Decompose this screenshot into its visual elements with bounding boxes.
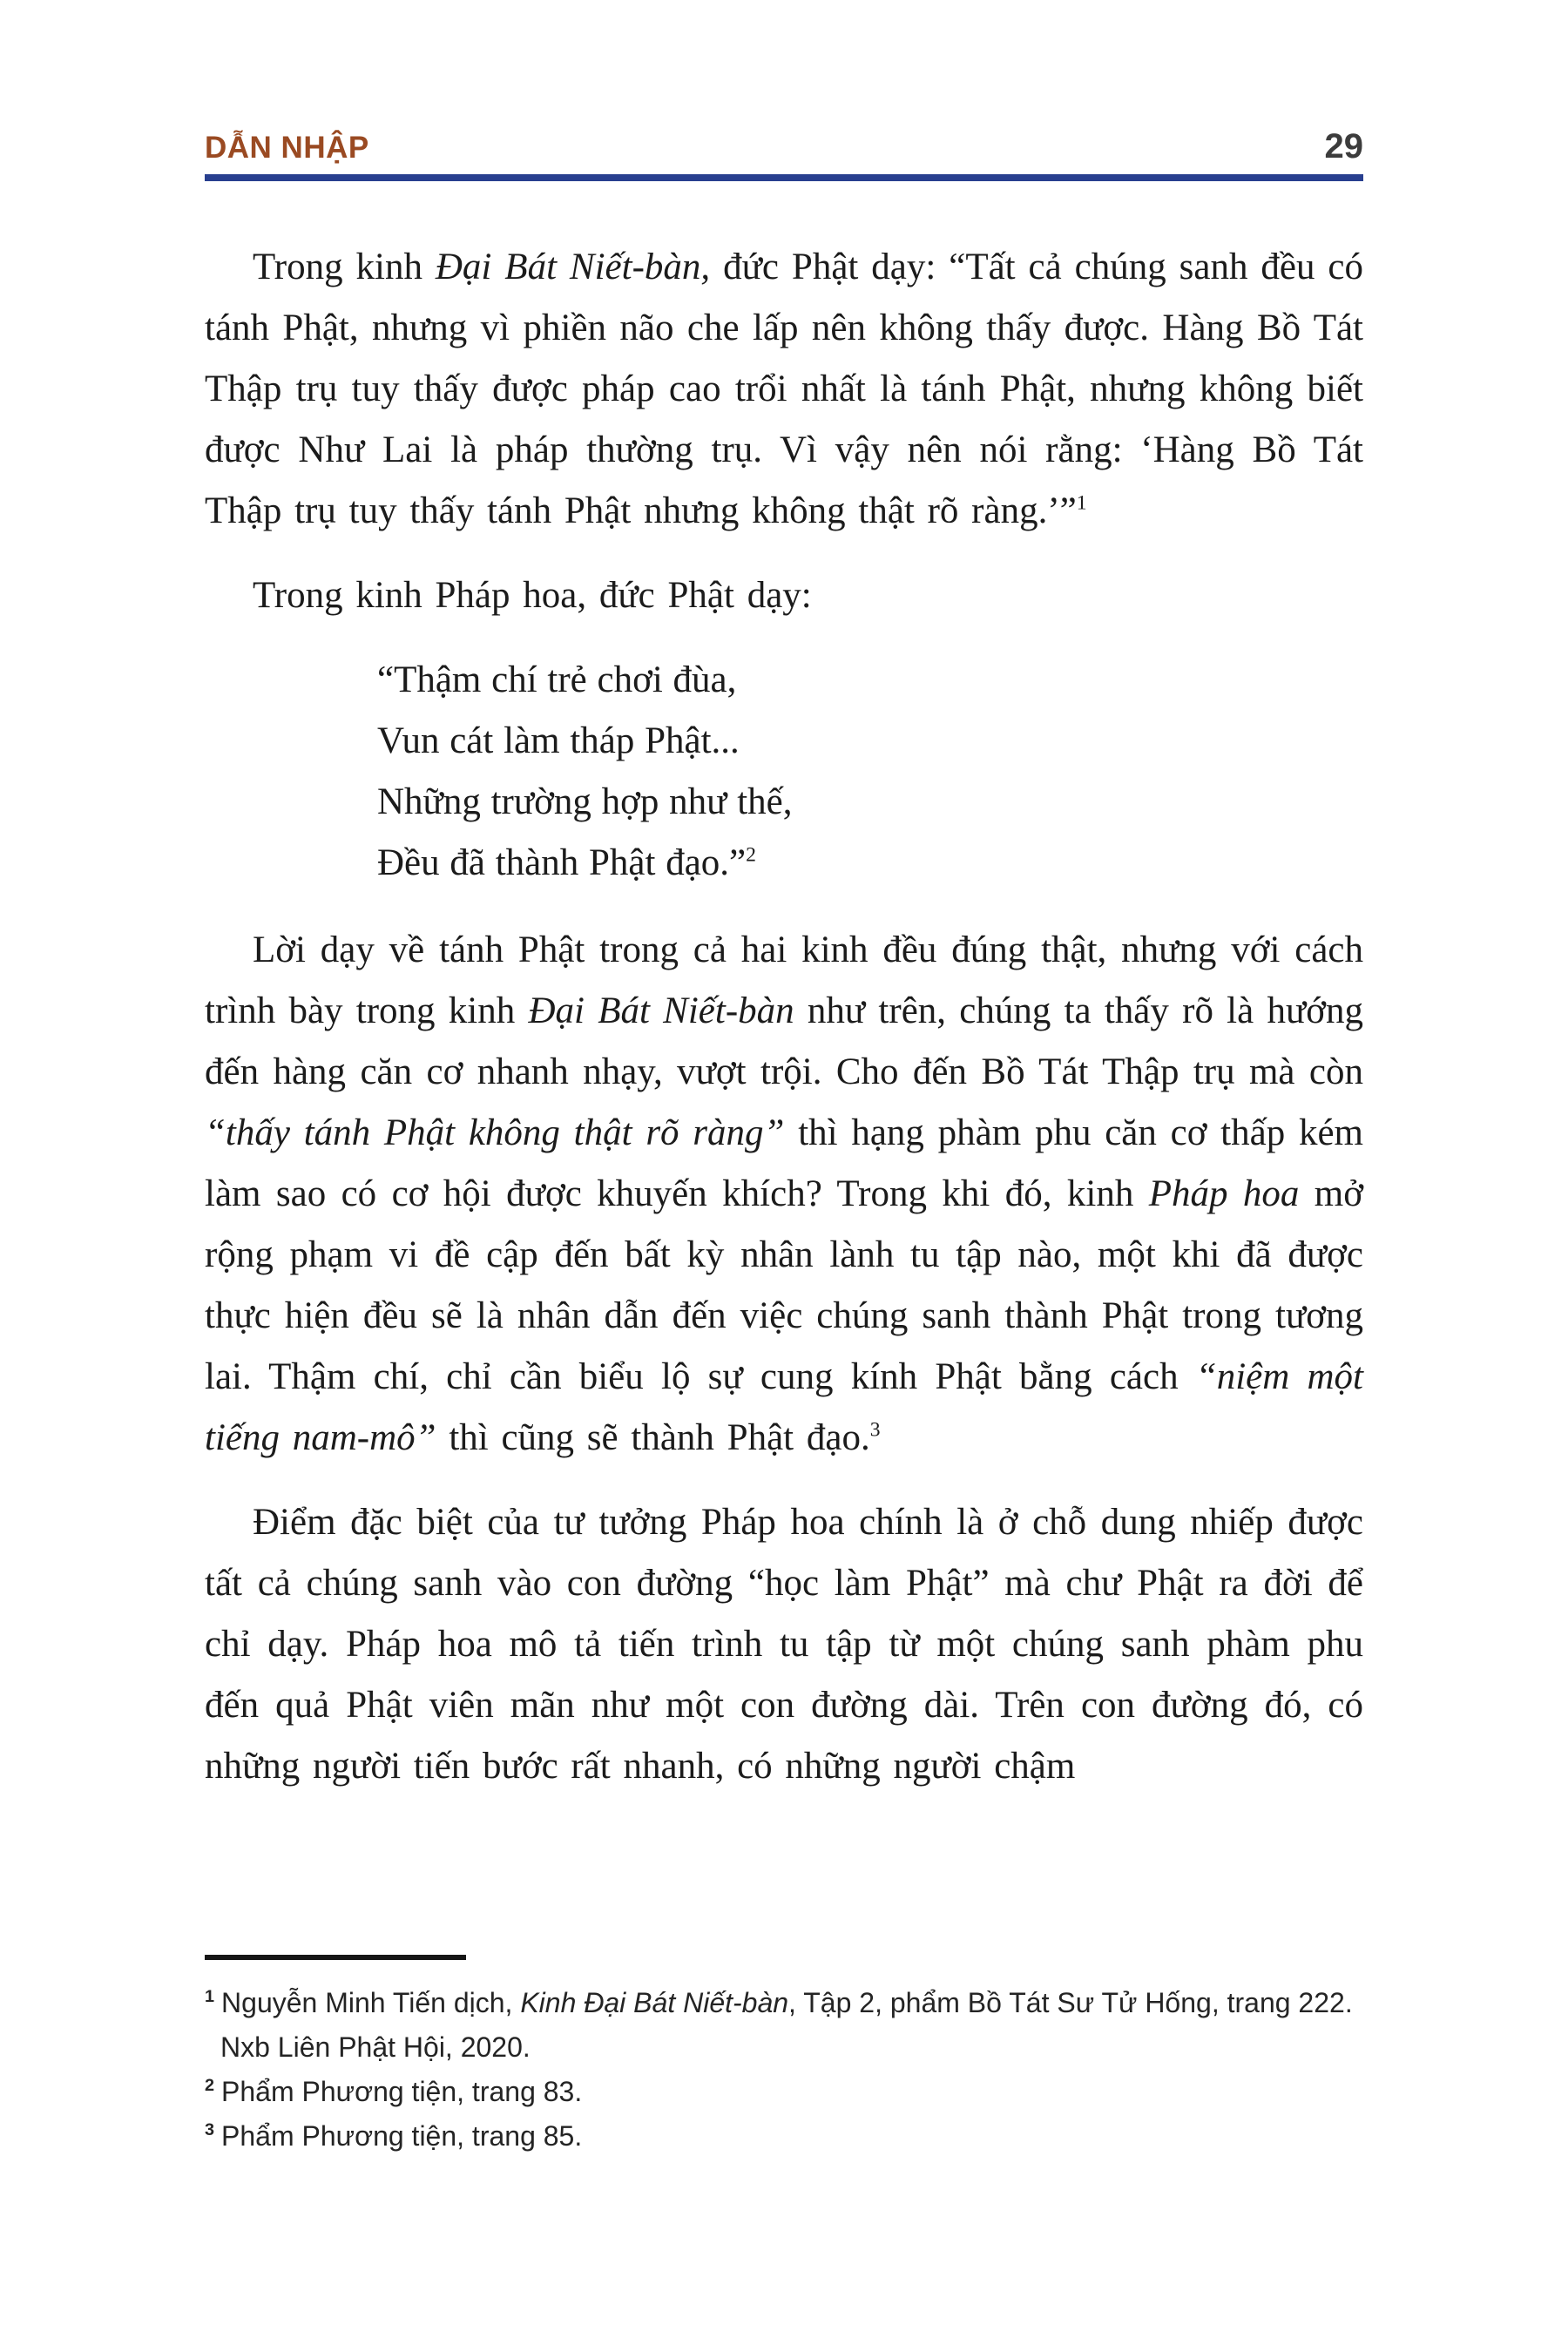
footnote-reference: 3 (869, 1418, 881, 1442)
text-run: Vun cát làm tháp Phật... (377, 720, 740, 761)
text-run: thì cũng sẽ thành Phật đạo. (436, 1417, 870, 1458)
paragraph (205, 1492, 1363, 1797)
italic-text: Pháp hoa (1148, 1173, 1300, 1214)
text-run: Những trường hợp như thế, (377, 781, 793, 822)
italic-text: Đại Bát Niết-bàn (528, 990, 794, 1031)
text-run: thì hạng phàm phu căn cơ thấp kém làm sao có cơ hội được khuyến khích? Trong khi đó, kinh (205, 1112, 1363, 1214)
verse-line (377, 833, 1363, 894)
text-run: Đều đã thành Phật đạo.” (377, 842, 747, 883)
footnote-separator (205, 1955, 466, 1960)
footnotes-section (205, 1955, 1363, 2159)
running-head: DẪN NHẬP (205, 131, 369, 165)
text-run: đức Phật dạy: “Tất cả chúng sanh đều có tánh Phật, nhưng vì phiền não che lấp nên không thấy được. Hàng Bồ Tát Thập trụ tuy thấy được pháp cao trổi nhất là tánh Phật, nhưng không biết được Như Lai là pháp thường trụ. Vì vậy nên nói rằng: ‘Hàng Bồ Tát Thập trụ tuy thấy tánh Phật nhưng không thật rõ ràng.’” (205, 247, 1363, 531)
page-header (205, 0, 1363, 181)
paragraph (205, 237, 1363, 542)
footnote-reference: 2 (746, 843, 756, 867)
footnote-reference: 1 (1076, 491, 1087, 515)
text-run: Phẩm Phương tiện, trang 85. (221, 2120, 583, 2152)
paragraph (205, 920, 1363, 1469)
text-run: “Thậm chí trẻ chơi đùa, (377, 659, 737, 700)
footnote-marker: 1 (205, 1987, 215, 2007)
text-run: Trong kinh (253, 247, 436, 287)
text-run: như trên, chúng ta thấy rõ là hướng đến hàng căn cơ nhanh nhạy, vượt trội. Cho đến Bồ Tát Thập trụ mà còn (205, 990, 1363, 1092)
text-run: Trong kinh Pháp hoa, đức Phật dạy: (253, 575, 812, 616)
footnote (205, 2070, 1363, 2114)
footnote-marker: 2 (205, 2076, 215, 2096)
verse-line (377, 711, 1363, 772)
verse-block (377, 650, 1363, 894)
paragraph (205, 565, 1363, 626)
footnote (205, 1981, 1363, 2070)
page-number: 29 (1324, 127, 1363, 166)
text-run: Điểm đặc biệt của tư tưởng Pháp hoa chính là ở chỗ dung nhiếp được tất cả chúng sanh vào con đường “học làm Phật” mà chư Phật ra đời để chỉ dạy. Pháp hoa mô tả tiến trình tu tập từ một chúng sanh phàm phu đến quả Phật viên mãn như một con đường dài. Trên con đường đó, có những người tiến bước rất nhanh, có những người chậm (205, 1502, 1363, 1787)
italic-text: “thấy tánh Phật không thật rõ ràng” (205, 1112, 785, 1153)
header-row (205, 129, 1363, 164)
text-run: mở rộng phạm vi đề cập đến bất kỳ nhân lành tu tập nào, một khi đã được thực hiện đều sẽ là nhân dẫn đến việc chúng sanh thành Phật trong tương lai. Thậm chí, chỉ cần biểu lộ sự cung kính Phật bằng cách (205, 1173, 1363, 1397)
body-text (205, 237, 1363, 1821)
italic-text: “niệm một tiếng nam-mô” (205, 1356, 1364, 1458)
spacer (205, 1821, 1363, 1955)
footnote (205, 2114, 1363, 2159)
verse-line (377, 650, 1363, 711)
text-run: Phẩm Phương tiện, trang 83. (221, 2076, 583, 2107)
italic-text: Kinh Đại Bát Niết-bàn (520, 1987, 789, 2018)
verse-line (377, 772, 1363, 833)
text-run: , Tập 2, phẩm Bồ Tát Sư Tử Hống, trang 222. Nxb Liên Phật Hội, 2020. (220, 1987, 1353, 2063)
italic-text: Đại Bát Niết-bàn, (435, 247, 711, 287)
header-rule (205, 174, 1363, 181)
text-run: Lời dạy về tánh Phật trong cả hai kinh đều đúng thật, nhưng với cách trình bày trong kinh (205, 929, 1363, 1031)
footnote-marker: 3 (205, 2120, 215, 2140)
footnote-list (205, 1981, 1363, 2159)
text-run: Nguyễn Minh Tiến dịch, (221, 1987, 521, 2018)
